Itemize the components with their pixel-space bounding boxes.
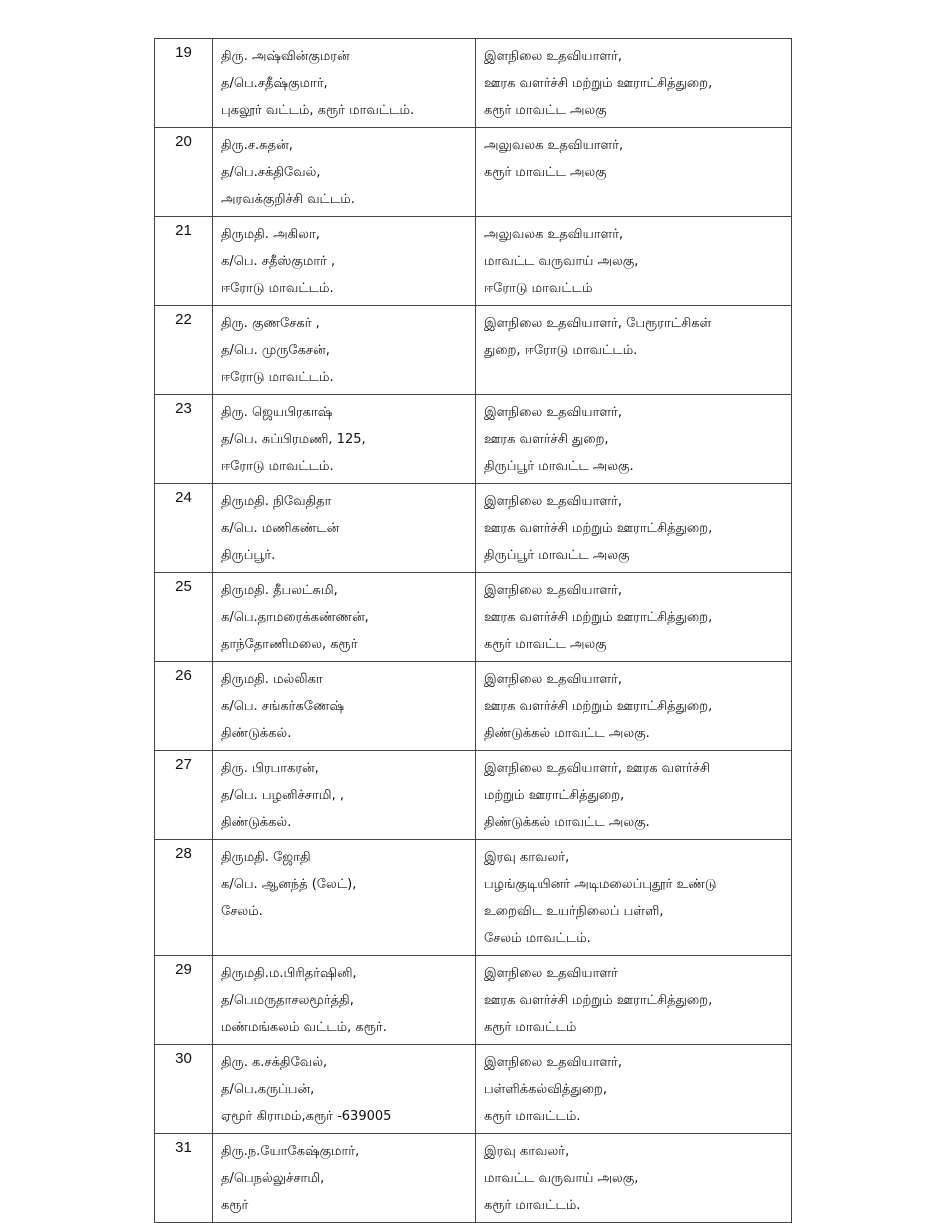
designation-line — [484, 364, 787, 391]
name-address-line: திருமதி. நிவேதிதா — [221, 494, 332, 509]
name-address-line: திண்டுக்கல். — [221, 815, 292, 830]
serial-number-cell — [155, 751, 213, 840]
designation-line: இளநிலை உதவியாளர், — [484, 494, 623, 509]
name-address-cell — [213, 1045, 476, 1134]
name-address-cell — [213, 662, 476, 751]
designation-cell — [476, 39, 792, 128]
name-address-line: க/பெ.தாமரைக்கண்ணன், — [221, 610, 369, 625]
designation-cell — [476, 573, 792, 662]
designation-line: இளநிலை உதவியாளர், பேரூராட்சிகள் — [484, 316, 712, 331]
serial-number: 26 — [175, 667, 192, 684]
name-address-line — [221, 925, 471, 952]
serial-number-cell — [155, 1045, 213, 1134]
serial-number-cell — [155, 1134, 213, 1223]
name-address-line: திரு. பிரபாகரன், — [221, 761, 319, 776]
serial-number-cell — [155, 956, 213, 1045]
name-address-line: திருமதி. அகிலா, — [221, 227, 320, 242]
name-address-line: தாந்தோணிமலை, கரூர் — [221, 637, 358, 652]
name-address-line: கரூர் — [221, 1198, 249, 1213]
serial-number: 29 — [175, 961, 192, 978]
name-address-line: புகலூர் வட்டம், கரூர் மாவட்டம். — [221, 103, 415, 118]
table-row — [155, 395, 792, 484]
name-address-line: த/பெ.சதீஷ்குமார், — [221, 76, 328, 91]
name-address-cell — [213, 956, 476, 1045]
serial-number-cell — [155, 217, 213, 306]
designation-line: மாவட்ட வருவாய் அலகு, — [484, 254, 639, 269]
designation-cell — [476, 484, 792, 573]
designation-line: ஊரக வளர்ச்சி மற்றும் ஊராட்சித்துறை, — [484, 76, 713, 91]
name-address-cell — [213, 484, 476, 573]
designation-cell — [476, 306, 792, 395]
name-address-line: த/பெ. பழனிச்சாமி, , — [221, 788, 344, 803]
designation-line: கரூர் மாவட்ட அலகு — [484, 165, 607, 180]
serial-number: 27 — [175, 756, 192, 773]
name-address-cell — [213, 573, 476, 662]
name-address-line: திருமதி. மல்லிகா — [221, 672, 323, 687]
serial-number: 22 — [175, 311, 192, 328]
name-address-line: திருப்பூர். — [221, 548, 276, 563]
designation-line: திருப்பூர் மாவட்ட அலகு. — [484, 459, 634, 474]
name-address-line: த/பெமருதாசலமூர்த்தி, — [221, 993, 354, 1008]
designation-line: சேலம் மாவட்டம். — [484, 931, 591, 946]
name-address-cell — [213, 306, 476, 395]
designation-cell — [476, 395, 792, 484]
designation-line: பள்ளிக்கல்வித்துறை, — [484, 1082, 608, 1097]
table-row — [155, 956, 792, 1045]
table-row — [155, 840, 792, 956]
designation-line: இளநிலை உதவியாளர், — [484, 49, 623, 64]
name-address-line: ஏமூர் கிராமம்,கரூர் -639005 — [221, 1109, 392, 1124]
name-address-line: க/பெ. ஆனந்த் (லேட்), — [221, 877, 357, 892]
designation-line: கரூர் மாவட்டம். — [484, 1198, 581, 1213]
name-address-line: க/பெ. மணிகண்டன் — [221, 521, 340, 536]
name-address-cell — [213, 751, 476, 840]
name-address-cell — [213, 1134, 476, 1223]
designation-line: ஈரோடு மாவட்டம் — [484, 281, 593, 296]
name-address-line: திரு. குணசேகர் , — [221, 316, 320, 331]
name-address-line: ஈரோடு மாவட்டம். — [221, 281, 334, 296]
designation-line: மாவட்ட வருவாய் அலகு, — [484, 1171, 639, 1186]
designation-line: அலுவலக உதவியாளர், — [484, 227, 624, 242]
designation-line: கரூர் மாவட்ட அலகு — [484, 637, 607, 652]
designation-line: இளநிலை உதவியாளர், — [484, 1055, 623, 1070]
serial-number-cell — [155, 573, 213, 662]
serial-number: 21 — [175, 222, 192, 239]
serial-number-cell — [155, 840, 213, 956]
designation-cell — [476, 1045, 792, 1134]
designation-line: இளநிலை உதவியாளர், ஊரக வளர்ச்சி — [484, 761, 711, 776]
designation-cell — [476, 662, 792, 751]
table-row — [155, 1045, 792, 1134]
designation-line: இளநிலை உதவியாளர், — [484, 405, 623, 420]
name-address-line: ஈரோடு மாவட்டம். — [221, 370, 334, 385]
table-row — [155, 128, 792, 217]
name-address-line: திரு. ஜெயபிரகாஷ் — [221, 405, 333, 420]
serial-number: 30 — [175, 1050, 192, 1067]
name-address-line: சேலம். — [221, 904, 263, 919]
name-address-line: த/பெ. சுப்பிரமணி, 125, — [221, 432, 366, 447]
designation-line: இரவு காவலர், — [484, 850, 570, 865]
serial-number-cell — [155, 484, 213, 573]
designation-line: திண்டுக்கல் மாவட்ட அலகு. — [484, 726, 650, 741]
designation-cell — [476, 128, 792, 217]
serial-number: 20 — [175, 133, 192, 150]
name-address-cell — [213, 840, 476, 956]
name-address-line: மண்மங்கலம் வட்டம், கரூர். — [221, 1020, 387, 1035]
table-row — [155, 39, 792, 128]
designation-line: துறை, ஈரோடு மாவட்டம். — [484, 343, 638, 358]
table-row — [155, 751, 792, 840]
name-address-line: ஈரோடு மாவட்டம். — [221, 459, 334, 474]
designation-line: இளநிலை உதவியாளர், — [484, 583, 623, 598]
designation-line: இரவு காவலர், — [484, 1144, 570, 1159]
table-row — [155, 217, 792, 306]
table-row — [155, 484, 792, 573]
designation-line: அலுவலக உதவியாளர், — [484, 138, 624, 153]
serial-number: 24 — [175, 489, 192, 506]
table-row — [155, 1134, 792, 1223]
name-address-line: திருமதி. தீபலட்சுமி, — [221, 583, 338, 598]
name-address-line: திரு.ந.யோகேஷ்குமார், — [221, 1144, 360, 1159]
beneficiary-table — [154, 38, 792, 1223]
serial-number-cell — [155, 306, 213, 395]
serial-number-cell — [155, 128, 213, 217]
name-address-line: திருமதி. ஜோதி — [221, 850, 311, 865]
designation-cell — [476, 1134, 792, 1223]
serial-number: 31 — [175, 1139, 192, 1156]
designation-line — [484, 186, 787, 213]
designation-cell — [476, 956, 792, 1045]
name-address-cell — [213, 217, 476, 306]
designation-line: உறைவிட உயர்நிலைப் பள்ளி, — [484, 904, 664, 919]
name-address-line: க/பெ. சங்கர்கணேஷ் — [221, 699, 345, 714]
designation-line: ஊரக வளர்ச்சி மற்றும் ஊராட்சித்துறை, — [484, 993, 713, 1008]
name-address-line: த/பெ. முருகேசன், — [221, 343, 330, 358]
designation-line: திருப்பூர் மாவட்ட அலகு — [484, 548, 630, 563]
designation-line: இளநிலை உதவியாளர், — [484, 672, 623, 687]
table-row — [155, 306, 792, 395]
designation-line: இளநிலை உதவியாளர் — [484, 966, 618, 981]
serial-number-cell — [155, 395, 213, 484]
designation-cell — [476, 751, 792, 840]
name-address-line: த/பெ.கருப்பன், — [221, 1082, 315, 1097]
name-address-cell — [213, 39, 476, 128]
designation-line: கரூர் மாவட்டம். — [484, 1109, 581, 1124]
serial-number-cell — [155, 39, 213, 128]
designation-line: கரூர் மாவட்ட அலகு — [484, 103, 607, 118]
name-address-line: க/பெ. சதீஸ்குமார் , — [221, 254, 336, 269]
name-address-line: அரவக்குறிச்சி வட்டம். — [221, 192, 355, 207]
name-address-line: திண்டுக்கல். — [221, 726, 292, 741]
designation-line: ஊரக வளர்ச்சி மற்றும் ஊராட்சித்துறை, — [484, 699, 713, 714]
serial-number: 19 — [175, 44, 192, 61]
designation-line: ஊரக வளர்ச்சி மற்றும் ஊராட்சித்துறை, — [484, 521, 713, 536]
table-body — [155, 39, 792, 1223]
designation-line: ஊரக வளர்ச்சி துறை, — [484, 432, 609, 447]
table-row — [155, 573, 792, 662]
serial-number: 23 — [175, 400, 192, 417]
table-row — [155, 662, 792, 751]
name-address-line: திரு. க.சக்திவேல், — [221, 1055, 328, 1070]
serial-number-cell — [155, 662, 213, 751]
name-address-line: த/பெ.சக்திவேல், — [221, 165, 321, 180]
designation-line: பழங்குடியினர் அடிமலைப்புதூர் உண்டு — [484, 877, 717, 892]
designation-line: திண்டுக்கல் மாவட்ட அலகு. — [484, 815, 650, 830]
designation-cell — [476, 840, 792, 956]
serial-number: 28 — [175, 845, 192, 862]
designation-line: கரூர் மாவட்டம் — [484, 1020, 577, 1035]
serial-number: 25 — [175, 578, 192, 595]
designation-line: மற்றும் ஊராட்சித்துறை, — [484, 788, 625, 803]
designation-cell — [476, 217, 792, 306]
name-address-cell — [213, 128, 476, 217]
name-address-line: த/பெநல்லுச்சாமி, — [221, 1171, 325, 1186]
name-address-line: திருமதி.ம.பிரிதர்ஷினி, — [221, 966, 357, 981]
name-address-line: திரு.ச.சுதன், — [221, 138, 293, 153]
designation-line: ஊரக வளர்ச்சி மற்றும் ஊராட்சித்துறை, — [484, 610, 713, 625]
name-address-line: திரு. அஷ்வின்குமரன் — [221, 49, 350, 64]
name-address-cell — [213, 395, 476, 484]
